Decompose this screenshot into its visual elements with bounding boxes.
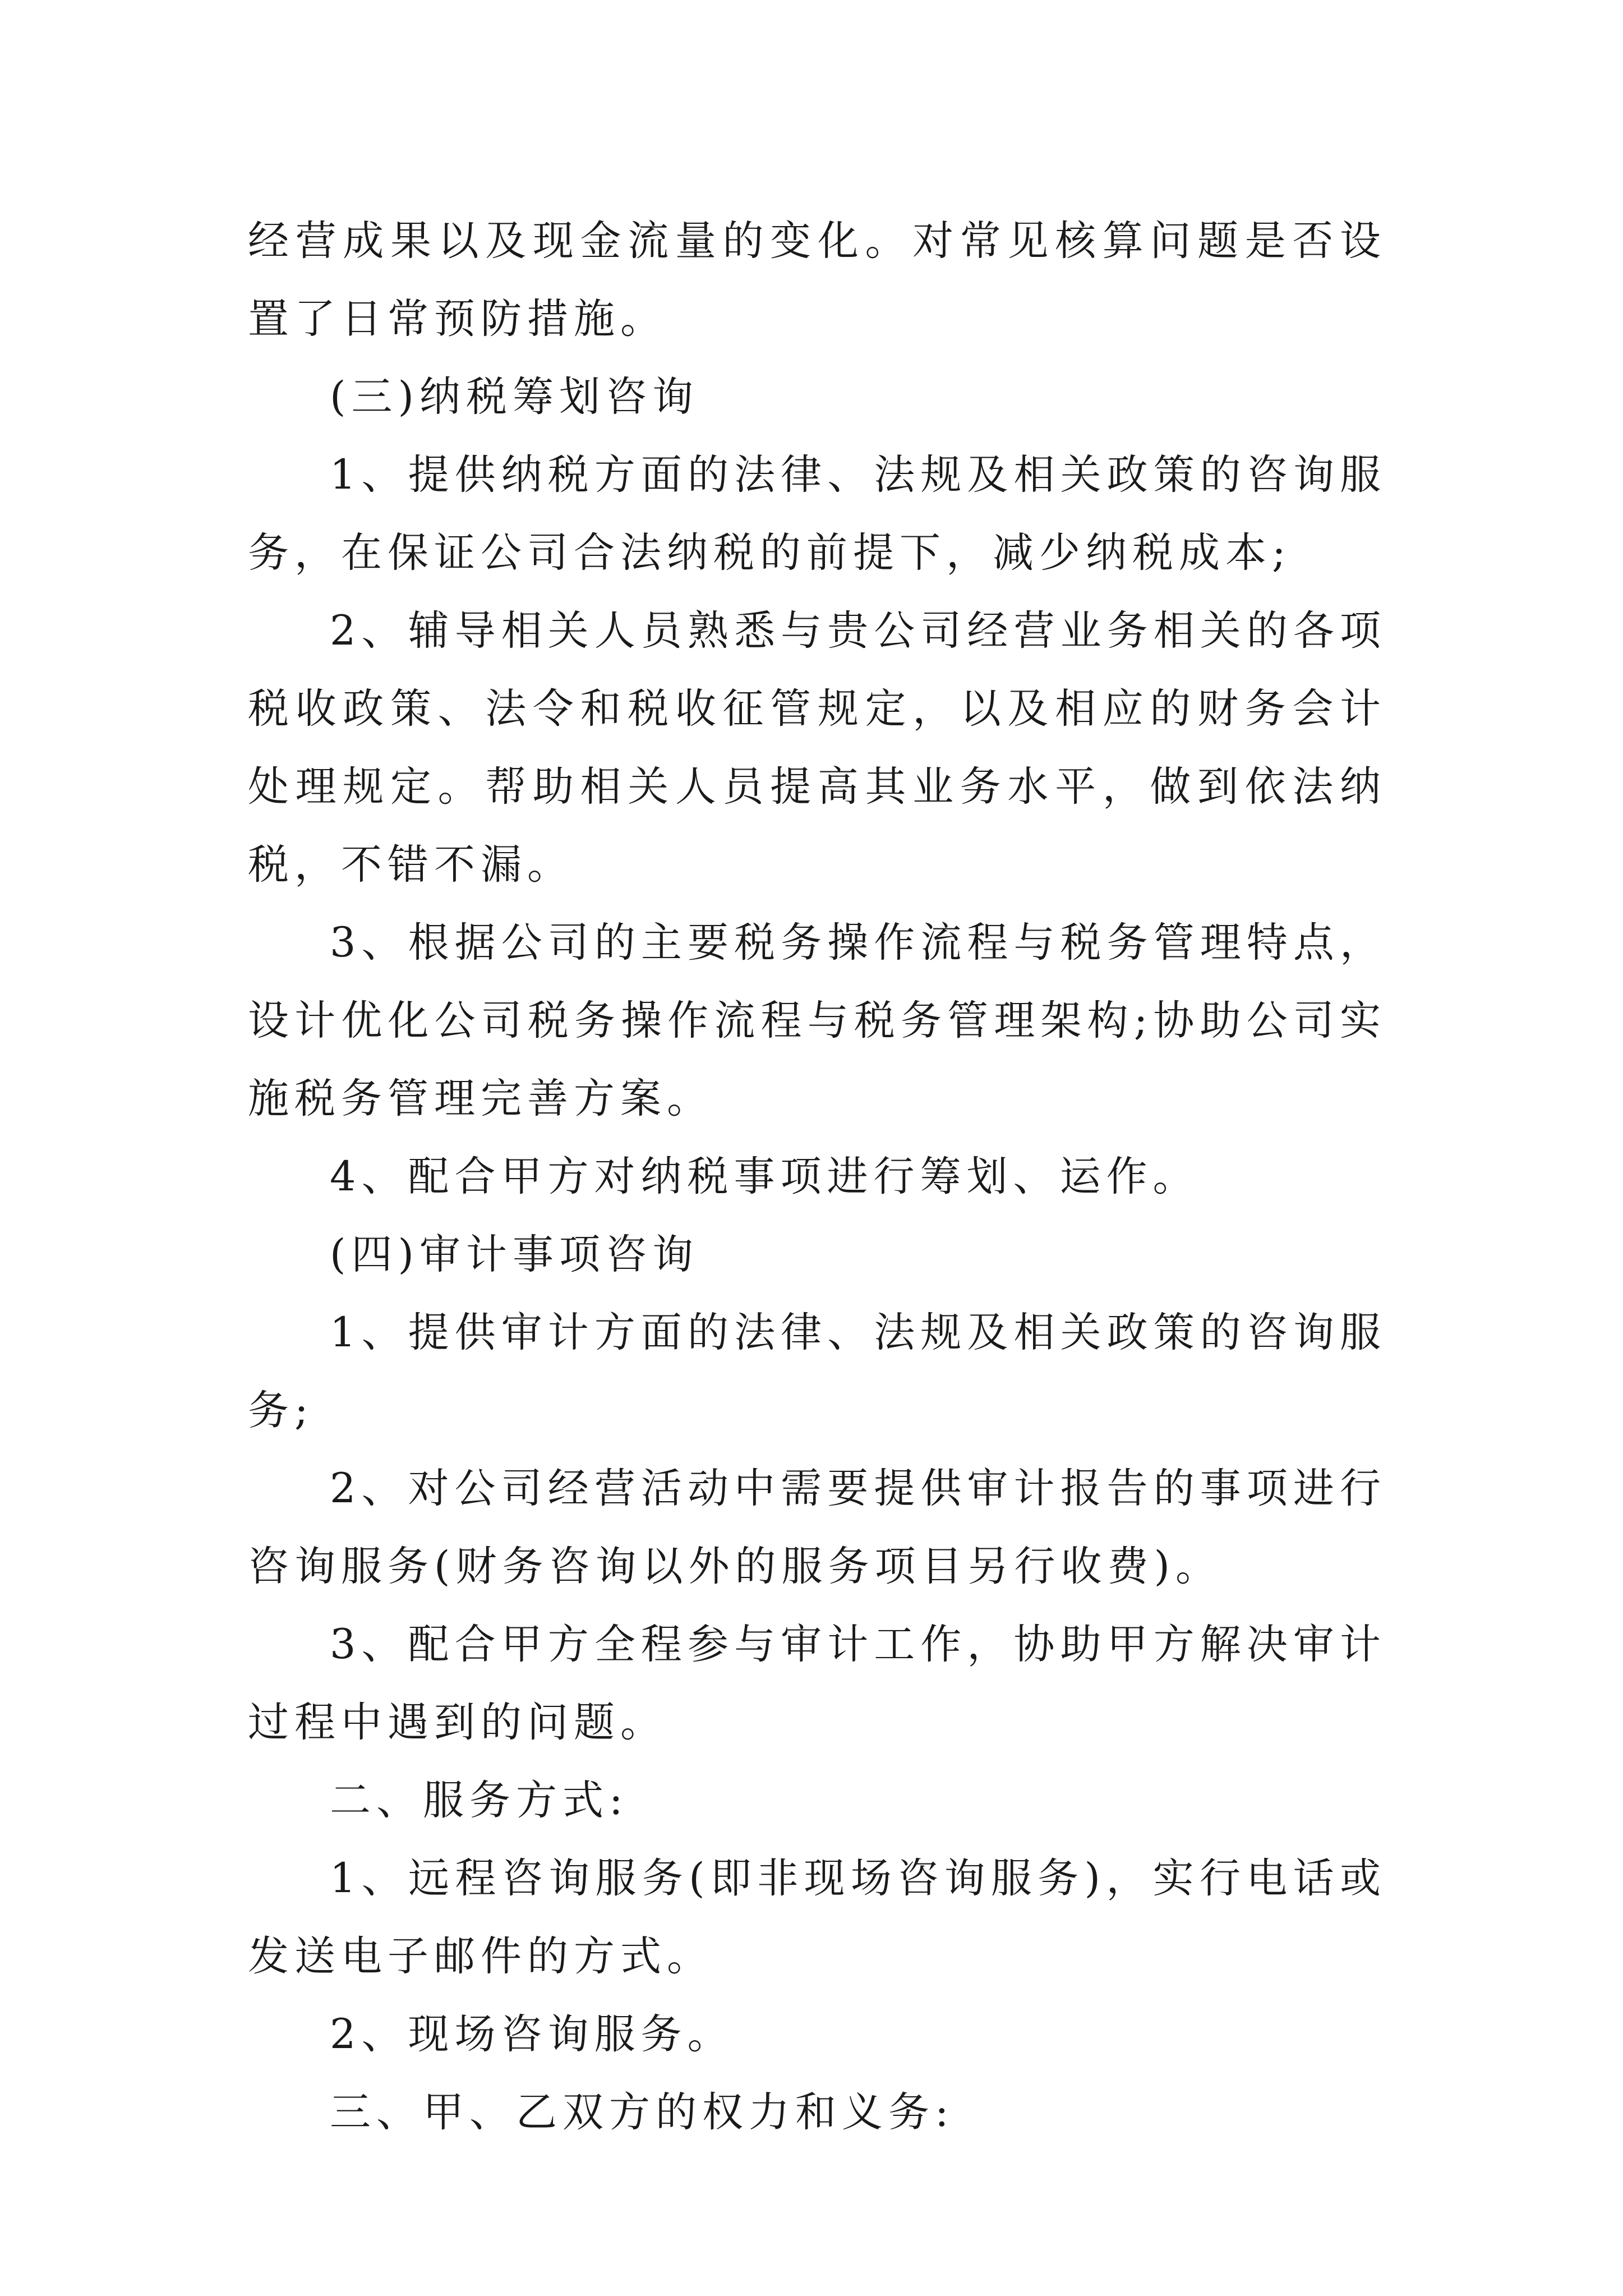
paragraph-service-item-2: 2、现场咨询服务。 [330,2010,734,2058]
paragraph-audit-item-2: 2、对公司经营活动中需要提供审计报告的事项进行咨询服务(财务咨询以外的服务项目另行收费)。 [248,1465,1386,1590]
paragraph-service-item-1: 1、远程咨询服务(即非现场咨询服务)，实行电话或发送电子邮件的方式。 [248,1855,1386,1980]
paragraph-tax-item-3: 3、根据公司的主要税务操作流程与税务管理特点，设计优化公司税务操作流程与税务管理架构;协助公司实施税务管理完善方案。 [248,919,1386,1122]
section-heading-audit: (四)审计事项咨询 [330,1231,699,1278]
document-body [248,202,1386,2151]
paragraph-tax-item-2: 2、辅导相关人员熟悉与贵公司经营业务相关的各项税收政策、法令和税收征管规定，以及相应的财务会计处理规定。帮助相关人员提高其业务水平，做到依法纳税，不错不漏。 [248,607,1386,889]
paragraph-tax-item-1: 1、提供纳税方面的法律、法规及相关政策的咨询服务，在保证公司合法纳税的前提下，减少纳税成本; [248,451,1386,577]
section-heading-rights-obligations: 三、甲、乙双方的权力和义务: [330,2088,955,2136]
section-heading-service-mode: 二、服务方式: [330,1777,629,1824]
paragraph-1: 经营成果以及现金流量的变化。对常见核算问题是否设置了日常预防措施。 [248,217,1386,343]
paragraph-tax-item-4: 4、配合甲方对纳税事项进行筹划、运作。 [330,1153,1200,1200]
paragraph-audit-item-3: 3、配合甲方全程参与审计工作，协助甲方解决审计过程中遇到的问题。 [248,1621,1386,1746]
section-heading-tax-planning: (三)纳税筹划咨询 [330,373,699,421]
paragraph-audit-item-1: 1、提供审计方面的法律、法规及相关政策的咨询服务; [248,1309,1386,1434]
